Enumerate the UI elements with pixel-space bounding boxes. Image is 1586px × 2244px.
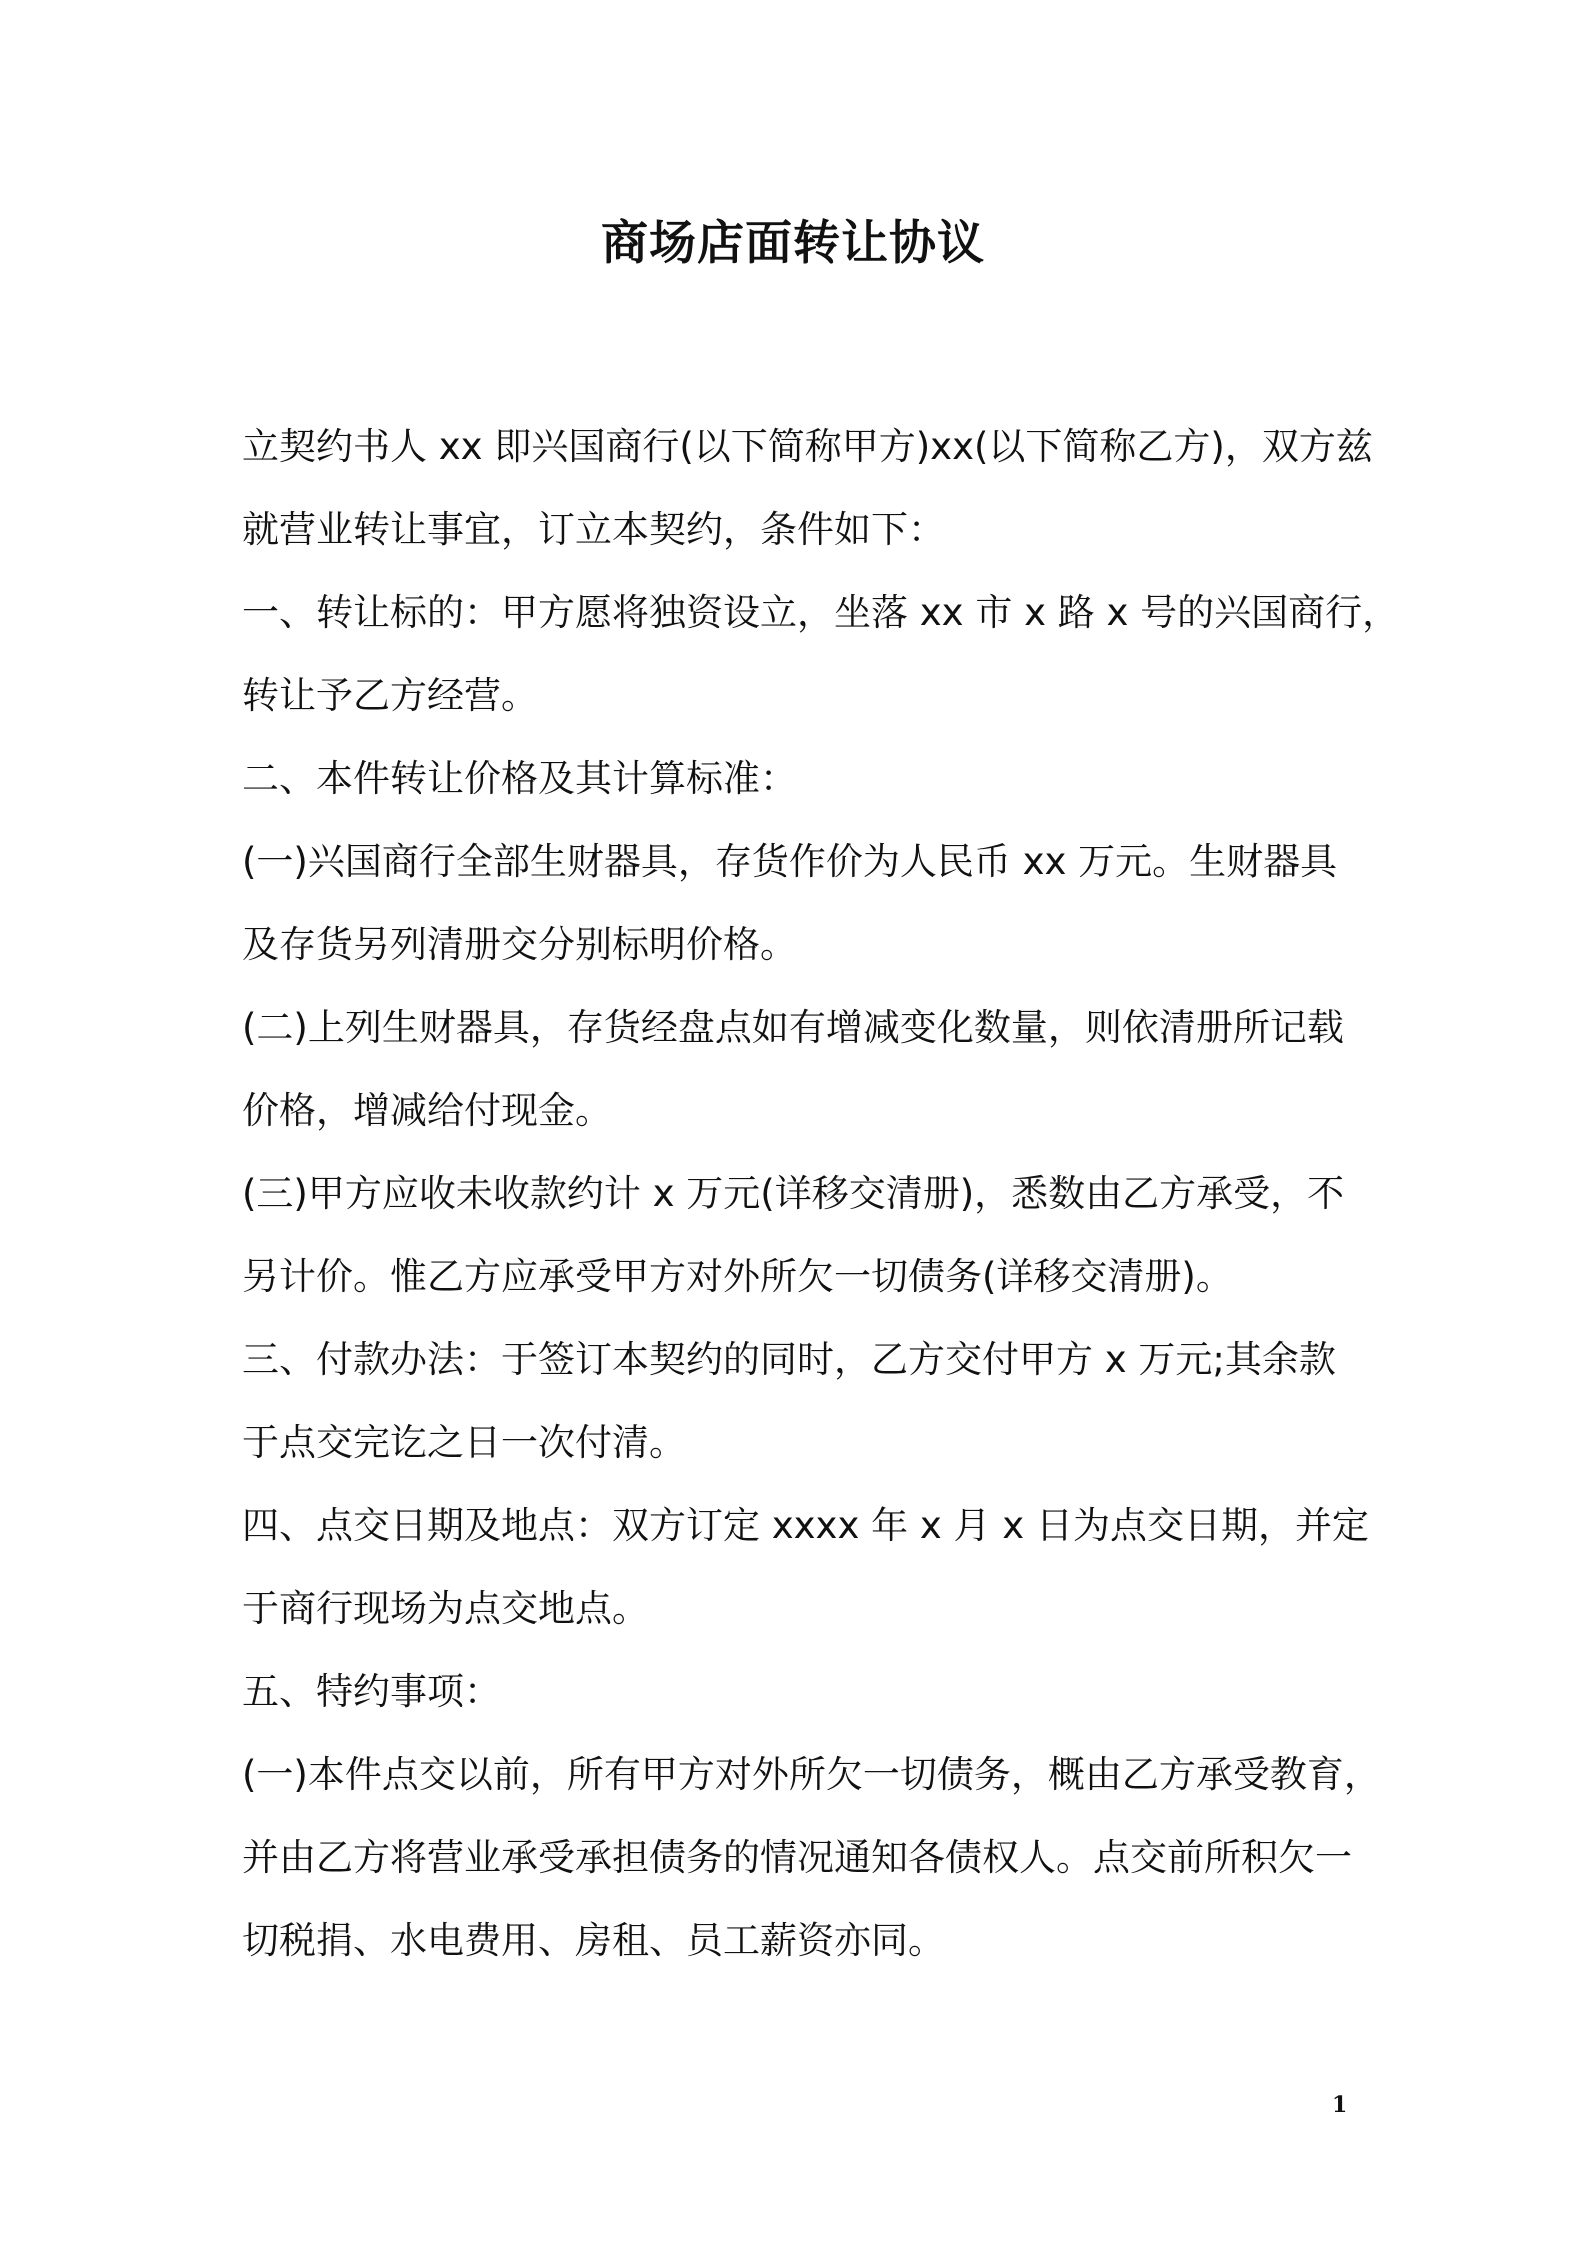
body-line: 就营业转让事宜，订立本契约，条件如下： — [242, 508, 945, 551]
body-line: 一、转让标的：甲方愿将独资设立，坐落 xx 市 x 路 x 号的兴国商行， — [242, 591, 1400, 634]
body-line: 四、点交日期及地点：双方订定 xxxx 年 x 月 x 日为点交日期，并定 — [242, 1504, 1369, 1547]
body-line: 及存货另列清册交分别标明价格。 — [242, 923, 797, 966]
body-line: 并由乙方将营业承受承担债务的情况通知各债权人。点交前所积欠一 — [242, 1836, 1352, 1879]
body-line: 切税捐、水电费用、房租、员工薪资亦同。 — [242, 1919, 945, 1962]
body-line: (二)上列生财器具，存货经盘点如有增减变化数量，则依清册所记载 — [242, 1006, 1344, 1049]
body-line: 于点交完讫之日一次付清。 — [242, 1421, 686, 1464]
body-line: 价格，增减给付现金。 — [242, 1089, 612, 1132]
page-number: 1 — [1332, 2092, 1348, 2118]
body-line: 于商行现场为点交地点。 — [242, 1587, 649, 1630]
body-line: 立契约书人 xx 即兴国商行(以下简称甲方)xx(以下简称乙方)，双方兹 — [242, 425, 1373, 468]
body-line: 五、特约事项： — [242, 1670, 501, 1713]
body-line: (三)甲方应收未收款约计 x 万元(详移交清册)，悉数由乙方承受，不 — [242, 1172, 1345, 1215]
body-line: (一)本件点交以前，所有甲方对外所欠一切债务，概由乙方承受教育， — [242, 1753, 1381, 1796]
document-title: 商场店面转让协议 — [601, 216, 985, 271]
body-line: (一)兴国商行全部生财器具，存货作价为人民币 xx 万元。生财器具 — [242, 840, 1338, 883]
body-line: 三、付款办法：于签订本契约的同时，乙方交付甲方 x 万元;其余款 — [242, 1338, 1336, 1381]
body-line: 二、本件转让价格及其计算标准： — [242, 757, 797, 800]
body-line: 另计价。惟乙方应承受甲方对外所欠一切债务(详移交清册)。 — [242, 1255, 1233, 1298]
document-body — [242, 405, 1400, 1982]
body-line: 转让予乙方经营。 — [242, 674, 538, 717]
